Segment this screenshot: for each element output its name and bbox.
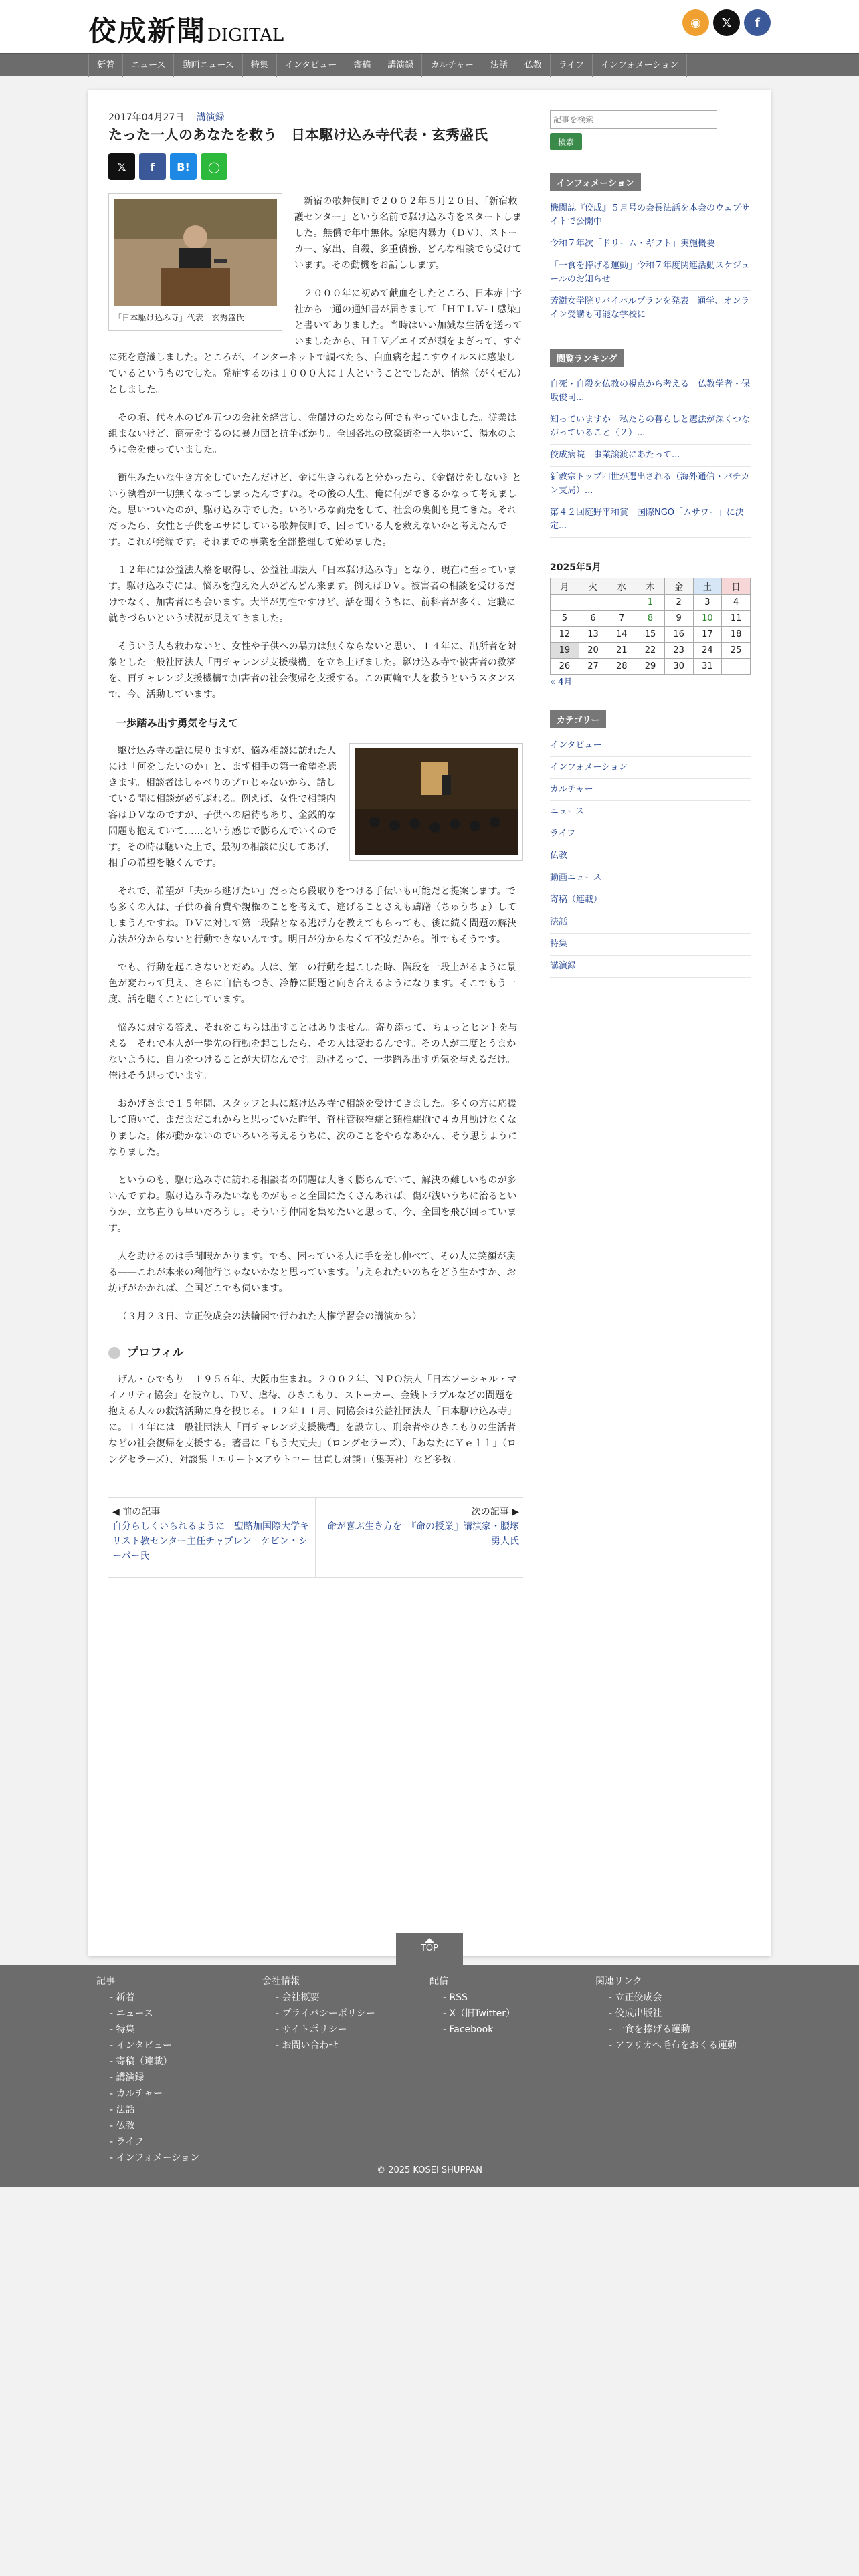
profile: [108, 1372, 523, 1468]
ranking-link[interactable]: 自死・自殺を仏教の視点から考える 仏教学者・保坂俊司...: [550, 379, 751, 403]
prev-label-text: 前の記事: [122, 1507, 161, 1517]
footer-heading: 記事: [96, 1976, 115, 1987]
list-item: [550, 889, 751, 911]
calendar-cell: 31: [693, 659, 722, 675]
list-item: [550, 445, 751, 467]
calendar-cell[interactable]: 8: [636, 611, 665, 627]
article-body: [108, 193, 523, 1468]
nav-item-buddhism[interactable]: 仏教: [516, 54, 550, 77]
calendar-cell: 15: [636, 627, 665, 643]
profile-text: げん・ひでもり １９５６年、大阪市生まれ。２００２年、ＮＰＯ法人「日本ソーシャル・マイノリティ協会」を設立し、ＤＶ、虐待、ひきこもり、ストーカー、金銭トラブルなどの問題を抱える人々の救済活動に身を投じる。１２年１１月、同協会は公益社団法人「日本駆け込み寺」に。１４年には一般社団法人「再チャレンジ支援機構」を設立し、刑余者やひきこもりの生活者などの社会復帰を支援する。著書に「もう大丈夫」（ロングセラーズ）、「あなたにＹｅｌｌ」（ロングセラーズ）、対談集「エリート×アウトロー 世直し対談」（集英社）など多数。: [108, 1374, 517, 1465]
info-widget: [550, 173, 751, 326]
calendar-cell: 5: [551, 611, 579, 627]
category-link[interactable]: ニュース: [550, 807, 585, 817]
next-article-label: [320, 1505, 519, 1519]
share-facebook-icon[interactable]: f: [139, 153, 166, 180]
paragraph: 新宿の歌舞伎町で２００２年５月２０日、「新宿救護センター」という名前で駆け込み寺をスタートしました。無償で年中無休。家庭内暴力（ＤＶ）、ストーカー、家出、自殺、多重債務、どんな相談でも受けています。その動機をお話しします。: [294, 196, 522, 271]
category-link[interactable]: ライフ: [550, 829, 576, 839]
calendar-widget: [550, 560, 751, 687]
list-item: [550, 779, 751, 801]
search-form: [550, 110, 751, 129]
copyright: © 2025 KOSEI SHUPPAN: [377, 2165, 482, 2175]
calendar-cell: 24: [693, 643, 722, 659]
footer-link[interactable]: - 特集: [110, 2024, 135, 2035]
calendar-day-header: 水: [607, 578, 636, 595]
list-item: [550, 198, 751, 233]
category-link[interactable]: 動画ニュース: [550, 873, 602, 883]
bullet-icon: [108, 1347, 120, 1359]
nav-item-lecture[interactable]: 講演録: [379, 54, 421, 77]
arrow-left-icon: ◀: [112, 1507, 123, 1517]
calendar-cell: 23: [664, 643, 693, 659]
prev-article-title[interactable]: 自分らしくいられるように 聖路加国際大学キリスト教センター主任チャプレン ケビン・シーパー氏: [112, 1521, 309, 1562]
footer-column-company: [262, 1974, 375, 2054]
speaker-photo-figure: [108, 193, 282, 331]
paragraph: というのも、駆け込み寺に訪れる相談者の問題は大きく膨らんでいて、解決の難しいものが多いんですね。駆け込み寺みたいなものがもっと全国にたくさんあれば、傷が浅いうちに治るというか、立ち直りも早いだろうし。そういう仲間を集めたいと思って、今、全国を飛び回っています。: [108, 1175, 517, 1234]
share-x-icon[interactable]: 𝕏: [108, 153, 135, 180]
calendar-day-header: 日: [722, 578, 751, 595]
category-link[interactable]: インタビュー: [550, 740, 602, 750]
calendar-cell: 17: [693, 627, 722, 643]
paragraph: 駆け込み寺の話に戻りますが、悩み相談に訪れた人には「何をしたいのか」と、まず相手の第一希望を聴きます。相談者はしゃべりのプロじゃないから、話している間に相談が必ずぶれる。例えば、女性で相談内容はＤＶなのですが、子供への虐待もあり、金銭的な問題も抱えていて……という感じで膨らんでいくのです。その時は聴いた上で、最初の相談に戻してあげ、相手の希望を聴くんです。: [108, 746, 337, 869]
calendar-cell[interactable]: 10: [693, 611, 722, 627]
nav-item-information[interactable]: インフォメーション: [592, 54, 687, 77]
calendar-cell: 27: [579, 659, 607, 675]
footer-link[interactable]: - Facebook: [443, 2024, 494, 2035]
paragraph: でも、行動を起こさないとだめ。人は、第一の行動を起こした時、階段を一段上がるように景色が変わって見え、さらに自信もつき、冷静に問題と向き合えるようになります。そこでもう一度、話を聴くことにしています。: [108, 962, 516, 1005]
back-to-top-button[interactable]: [396, 1933, 463, 1965]
footer-link[interactable]: - 寄稿（連載）: [110, 2056, 173, 2067]
prev-article-label: [112, 1505, 311, 1519]
paragraph: その頃、代々木のビル五つの会社を経営し、金儲けのためなら何でもやっていました。従業は組まないけど、商売をするのに暴力団と抗争ばかり。全国各地の歓楽街を一人歩いて、湯水のように金を使っていました。: [108, 413, 517, 455]
list-item: [550, 467, 751, 502]
ranking-link[interactable]: 知っていますか 私たちの暮らしと憲法が深くつながっていること（２）...: [550, 415, 751, 438]
rss-icon[interactable]: ◉: [682, 9, 709, 36]
list-item: [550, 911, 751, 934]
nav-item-contribution[interactable]: 寄稿: [345, 54, 379, 77]
footer-link[interactable]: - 佼成出版社: [609, 2008, 662, 2019]
calendar-prev-month[interactable]: « 4月: [550, 677, 573, 687]
list-item: [550, 845, 751, 867]
arrow-up-icon: [424, 1938, 435, 1943]
back-to-top-label: TOP: [420, 1943, 438, 1953]
ranking-link[interactable]: 第４２回庭野平和賞 国際NGO「ムサワー」に決定...: [550, 508, 744, 531]
article-title: たった一人のあなたを救う 日本駆け込み寺代表・玄秀盛氏: [108, 127, 488, 143]
info-list: [550, 198, 751, 326]
next-label-text: 次の記事: [471, 1507, 509, 1517]
footer-link[interactable]: - ニュース: [110, 2008, 153, 2019]
calendar-day-header: 木: [636, 578, 665, 595]
paragraph: １２年には公益法人格を取得し、公益社団法人「日本駆け込み寺」となり、現在に至っています。駆け込み寺には、悩みを抱えた人がどんどん来ます。例えばＤＶ。被害者の相談を受けるだけでなく、加害者にも会います。大半が男性ですけど、話を聞くうちに、前科者が多く、定職に就きづらいという状況が見えてきました。: [108, 565, 517, 624]
footer-link[interactable]: - 立正佼成会: [609, 1992, 662, 2003]
list-item: [550, 757, 751, 779]
calendar-cell: 9: [664, 611, 693, 627]
category-link[interactable]: 寄稿（連載）: [550, 895, 603, 905]
footer-link[interactable]: - カルチャー: [110, 2088, 163, 2099]
nav-item-news[interactable]: ニュース: [122, 54, 173, 77]
footer-link[interactable]: - サイトポリシー: [276, 2024, 347, 2035]
audience-photo: [355, 748, 518, 855]
calendar-cell: 4: [722, 595, 751, 611]
info-link[interactable]: 芳澍女学院リバイバルプランを発表 通学、オンライン受講も可能な学校に: [550, 296, 750, 320]
footer-link[interactable]: - 新着: [110, 1992, 135, 2003]
category-link[interactable]: 講演録: [550, 961, 577, 971]
sidebar: [550, 110, 751, 978]
calendar-cell: 3: [693, 595, 722, 611]
calendar-cell: 14: [607, 627, 636, 643]
footer-link[interactable]: - 会社概要: [276, 1992, 320, 2003]
calendar-cell[interactable]: 1: [636, 595, 665, 611]
article: [108, 110, 523, 1578]
footer-link[interactable]: - お問い合わせ: [276, 2040, 339, 2051]
footer-heading: 会社情報: [262, 1976, 300, 1987]
audience-photo-illustration: [355, 748, 518, 855]
footer-link[interactable]: - 一食を捧げる運動: [609, 2024, 690, 2035]
list-item: [550, 867, 751, 889]
article-subheading: 一歩踏み出す勇気を与えて: [116, 717, 239, 729]
category-link[interactable]: インフォメーション: [550, 762, 628, 772]
calendar-day-header: 金: [664, 578, 693, 595]
category-link[interactable]: 特集: [550, 939, 568, 949]
site-footer: [0, 1965, 859, 2187]
global-nav: [88, 54, 687, 77]
list-item: [550, 291, 751, 326]
article-pager: [108, 1497, 523, 1578]
list-item: [550, 735, 751, 757]
info-link[interactable]: 「一食を捧げる運動」令和７年度関連活動スケジュールのお知らせ: [550, 261, 750, 284]
logo-main-text: 佼成新聞: [88, 15, 207, 47]
footer-link[interactable]: - X（旧Twitter）: [443, 2008, 516, 2019]
calendar-day-header: 火: [579, 578, 607, 595]
footer-heading: 関連リンク: [595, 1976, 642, 1987]
site-logo[interactable]: [88, 9, 284, 49]
calendar-cell: 2: [664, 595, 693, 611]
share-buttons: [108, 153, 523, 180]
footer-column-articles: [96, 1974, 199, 2166]
calendar-cell: 18: [722, 627, 751, 643]
info-link[interactable]: 機関誌『佼成』５月号の会長法話を本会のウェブサイトで公開中: [550, 203, 750, 227]
calendar-cell: 26: [551, 659, 579, 675]
next-article-title[interactable]: 命が喜ぶ生き方を 『命の授業』講演家・腰塚勇人氏: [327, 1521, 519, 1547]
calendar-cell: 22: [636, 643, 665, 659]
nav-item-new[interactable]: 新着: [88, 54, 122, 77]
list-item: [550, 934, 751, 956]
calendar-cell: 21: [607, 643, 636, 659]
calendar-caption: 2025年5月: [550, 562, 601, 573]
footer-link[interactable]: - RSS: [443, 1992, 468, 2003]
info-link[interactable]: 令和７年次「ドリーム・ギフト」実施概要: [550, 239, 716, 249]
footer-link[interactable]: - ライフ: [110, 2137, 144, 2147]
calendar-cell: [551, 595, 579, 611]
footer-link[interactable]: - 講演録: [110, 2072, 145, 2083]
category-link[interactable]: 法話: [550, 917, 568, 927]
prev-article[interactable]: [108, 1498, 316, 1577]
ranking-widget: [550, 349, 751, 538]
speaker-photo-illustration: [114, 199, 277, 306]
calendar-cell: 12: [551, 627, 579, 643]
calendar-cell: [579, 595, 607, 611]
calendar-cell: 25: [722, 643, 751, 659]
ranking-link[interactable]: 佼成病院 事業譲渡にあたって...: [550, 450, 680, 460]
calendar: [550, 560, 751, 675]
paragraph: ２０００年に初めて献血をしたところ、日本赤十字社から一通の通知書が届きまして「ＨＴＬＶ-１感染」と書いてありました。当時はいい加減な生活を送っていましたから、ＨＩＶ／エイズが頭をよぎって、すぐに死を意識しました。ところが、インターネットで調べたら、白血病を起こすウイルスに感染しているというものでした。発症するのは１０００人に１人ということでしたが、悄然（がくぜん）としました。: [108, 288, 522, 395]
nav-item-life[interactable]: ライフ: [550, 54, 592, 77]
calendar-cell: 16: [664, 627, 693, 643]
list-item: [550, 801, 751, 823]
calendar-cell: 20: [579, 643, 607, 659]
article-date: 2017年04月27日: [108, 112, 185, 123]
nav-item-culture[interactable]: カルチャー: [421, 54, 482, 77]
logo-sub-text: DIGITAL: [207, 25, 284, 45]
nav-item-video-news[interactable]: 動画ニュース: [173, 54, 242, 77]
paragraph: 衝生みたいな生き方をしていたんだけど、金に生きられると分かったら、《金儲けをしない》という執着が一切無くなってしまったんですね。その後の人生、俺に何ができるかなって考えました。思いついたのが、駆け込み寺でした。いろいろな商売をして、社会の裏側も見てきた。それだったら、女性と子供をエサにしている歌舞伎町で、困っている人を救えないかと考えたんです。これが発端です。それまでの事業を全部整理して始めました。: [108, 473, 522, 548]
ranking-widget-title: 閲覧ランキング: [550, 349, 624, 367]
calendar-cell: 30: [664, 659, 693, 675]
search-button[interactable]: 検索: [550, 133, 582, 150]
ranking-list: [550, 374, 751, 538]
list-item: [550, 233, 751, 255]
info-widget-title: インフォメーション: [550, 173, 641, 191]
article-category-link[interactable]: 講演録: [196, 112, 225, 123]
list-item: [550, 823, 751, 845]
share-line-icon[interactable]: ◯: [201, 153, 227, 180]
nav-item-sermon[interactable]: 法話: [482, 54, 516, 77]
category-link[interactable]: 仏教: [550, 851, 568, 861]
audience-photo-figure: [349, 743, 523, 861]
content-wrapper: [88, 90, 771, 1956]
header-social-links: [682, 9, 771, 36]
calendar-cell: [607, 595, 636, 611]
site-header: [0, 0, 859, 53]
list-item: [550, 409, 751, 445]
next-article[interactable]: [316, 1498, 523, 1577]
speaker-photo-caption: 「日本駆け込み寺」代表 玄秀盛氏: [114, 313, 245, 322]
ranking-link[interactable]: 新教宗トップ四世が選出される（海外通信・バチカン支局）...: [550, 472, 750, 496]
paragraph: 悩みに対する答え、それをこちらは出すことはありません。寄り添って、ちょっとヒントを与える。それで本人が一歩先の行動を起こしたら、その人は変わるんです。その人が二度とうまかないように、自力をつけることが大切なんです。助けるって、一歩踏み出す勇気を与えるだけ。俺はそう思っています。: [108, 1023, 518, 1081]
paragraph: それで、希望が「夫から逃げたい」だったら段取りをつける手伝いも可能だと提案します。でも多くの人は、子供の養育費や親権のことを考えて、逃げることさえも躊躇（ちゅうちょ）してしまうんですね。ＤＶに対して第一段階となる逃げ方を教えてもらっても、後に続く問題の解決方法が分からないと行動できないんです。明日が分からなくて不安だから。誰でもそうです。: [108, 886, 517, 945]
x-icon[interactable]: 𝕏: [713, 9, 740, 36]
calendar-cell: 29: [636, 659, 665, 675]
paragraph: そういう人も救わないと、女性や子供への暴力は無くならないと思い、１４年に、出所者を対象とした一般社団法人「再チャレンジ支援機構」を立ち上げました。駆け込み寺で被害者の救済を、再チャレンジ支援機構で加害者の社会復帰を支援する。この両輪で人を救うというスタンスで、今、活動しています。: [108, 641, 517, 700]
profile-heading-text: プロフィル: [127, 1346, 184, 1360]
speaker-photo: [114, 199, 277, 306]
profile-heading: [108, 1345, 523, 1361]
calendar-day-header: 土: [693, 578, 722, 595]
nav-item-interview[interactable]: インタビュー: [276, 54, 345, 77]
calendar-cell: 28: [607, 659, 636, 675]
calendar-cell: 13: [579, 627, 607, 643]
nav-item-feature[interactable]: 特集: [242, 54, 276, 77]
paragraph: おかげさまで１５年間、スタッフと共に駆け込み寺で相談を受けてきました。多くの方に応援して頂いて、まだまだこれからと思っていた昨年、脊柱管狭窄症と頸椎症揃で４カ月動けなくなりました。体が動かないのでいろいろ考えるうちに、次のことをやらなあかん、そう思うようになりました。: [108, 1099, 518, 1158]
facebook-icon[interactable]: f: [744, 9, 771, 36]
category-list: [550, 735, 751, 978]
footer-link[interactable]: - アフリカへ毛布をおくる運動: [609, 2040, 737, 2051]
footer-heading: 配信: [430, 1976, 448, 1987]
footer-link[interactable]: - プライバシーポリシー: [276, 2008, 375, 2019]
footer-column-distribution: [430, 1974, 515, 2038]
list-item: [550, 255, 751, 291]
calendar-cell-today: 19: [551, 643, 579, 659]
calendar-cell: [722, 659, 751, 675]
footer-column-related: [595, 1974, 737, 2054]
category-widget-title: カテゴリー: [550, 710, 606, 728]
list-item: [550, 956, 751, 978]
footer-link[interactable]: - インタビュー: [110, 2040, 172, 2051]
footer-link[interactable]: - インフォメーション: [110, 2153, 200, 2163]
list-item: [550, 374, 751, 409]
arrow-right-icon: ▶: [508, 1507, 519, 1517]
calendar-cell: 11: [722, 611, 751, 627]
calendar-day-header: 月: [551, 578, 579, 595]
search-input[interactable]: [550, 110, 717, 129]
footer-link[interactable]: - 仏教: [110, 2121, 135, 2131]
paragraph: 人を助けるのは手間暇かかります。でも、困っている人に手を差し伸べて、その人に笑顔が戻る――これが本来の利他行じゃないかなと思っています。与えられたいのちをどう生かすか、お坊げがかかれば、全国どこでも伺います。: [108, 1251, 516, 1294]
category-link[interactable]: カルチャー: [550, 784, 593, 794]
list-item: [550, 502, 751, 538]
article-meta: [108, 110, 523, 124]
calendar-cell: 7: [607, 611, 636, 627]
calendar-cell: 6: [579, 611, 607, 627]
category-widget: [550, 710, 751, 978]
footer-link[interactable]: - 法話: [110, 2105, 135, 2115]
share-hatena-icon[interactable]: B!: [170, 153, 197, 180]
paragraph: （３月２３日、立正佼成会の法輪閣で行われた人権学習会の講演から）: [118, 1311, 422, 1322]
